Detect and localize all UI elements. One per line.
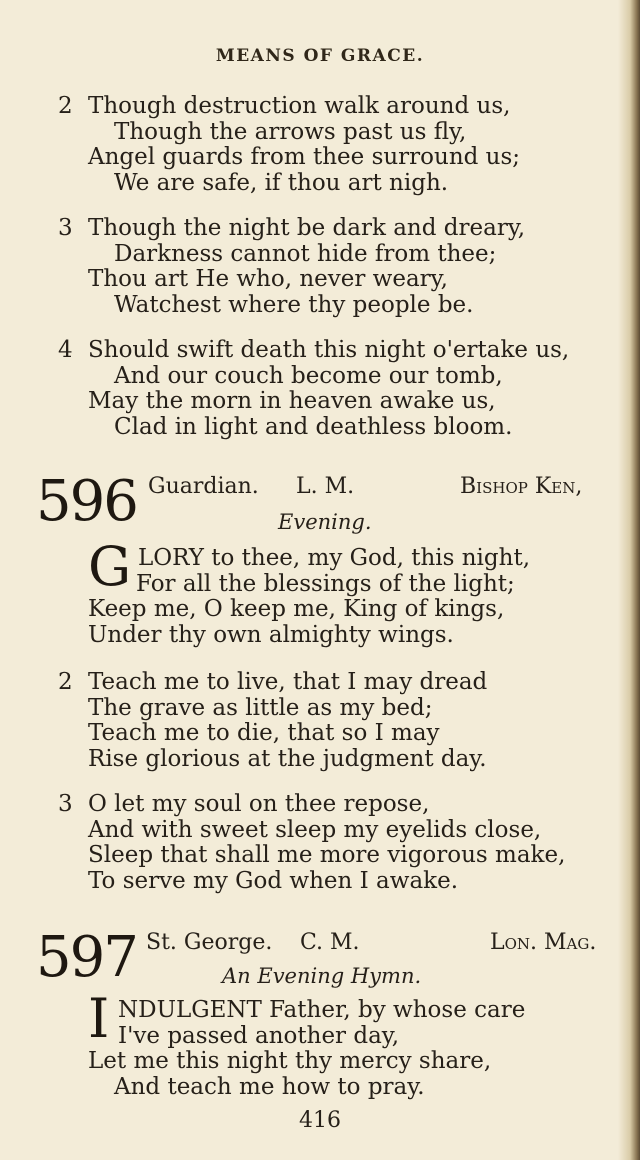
verse-line: LORY to thee, my God, this night,	[138, 545, 530, 571]
stanza-number: 3	[58, 215, 73, 241]
verse-line: NDULGENT Father, by whose care	[118, 997, 526, 1023]
meter: L. M.	[296, 474, 355, 499]
verse-line: And with sweet sleep my eyelids close,	[88, 816, 542, 843]
verse-line: Teach me to live, that I may dread	[88, 669, 488, 695]
stanza	[58, 216, 525, 318]
hymn-subject: Evening.	[278, 510, 372, 534]
verse-line: Rise glorious at the judgment day.	[88, 745, 487, 772]
running-head: MEANS OF GRACE.	[215, 46, 425, 66]
hymn-number: 596	[36, 469, 137, 534]
stanza	[58, 998, 525, 1100]
verse-line: I've passed another day,	[118, 1022, 400, 1049]
drop-cap: I	[88, 987, 110, 1050]
verse-line: Keep me, O keep me, King of kings,	[88, 596, 505, 622]
verse-line: And teach me how to pray.	[114, 1073, 425, 1100]
author: Lon. Mag.	[490, 930, 597, 955]
stanza-number: 4	[58, 337, 73, 363]
tune-name: Guardian.	[148, 474, 259, 499]
stanza-number: 2	[58, 93, 73, 119]
verse-line: Angel guards from thee surround us;	[88, 144, 521, 170]
verse-line: Though the night be dark and dreary,	[88, 215, 526, 241]
page-number: 416	[299, 1108, 341, 1133]
stanza-number: 3	[58, 791, 73, 817]
stanza	[58, 546, 530, 648]
verse-line: Clad in light and deathless bloom.	[114, 413, 513, 440]
verse-line: Darkness cannot hide from thee;	[114, 240, 497, 267]
verse-line: May the morn in heaven awake us,	[88, 388, 496, 414]
verse-line: The grave as little as my bed;	[88, 694, 433, 721]
verse-line: We are safe, if thou art nigh.	[114, 169, 449, 196]
meter: C. M.	[300, 930, 360, 955]
drop-cap: G	[88, 535, 132, 598]
stanza-number: 2	[58, 669, 73, 695]
author: Bishop Ken,	[460, 474, 583, 499]
verse-line: For all the blessings of the light;	[136, 570, 515, 597]
stanza	[58, 792, 565, 894]
verse-line: Watchest where thy people be.	[114, 291, 474, 318]
verse-line: Though destruction walk around us,	[88, 93, 511, 119]
hymn-subject: An Evening Hymn.	[222, 964, 422, 988]
verse-line: And our couch become our tomb,	[114, 362, 503, 389]
tune-name: St. George.	[146, 930, 273, 955]
stanza	[58, 338, 569, 440]
verse-line: Though the arrows past us fly,	[114, 118, 467, 145]
verse-line: Should swift death this night o'ertake us,	[88, 337, 570, 363]
stanza	[58, 670, 487, 772]
hymn-number: 597	[36, 925, 137, 990]
verse-line: Teach me to die, that so I may	[88, 720, 440, 746]
verse-line: O let my soul on thee repose,	[88, 791, 430, 817]
page-edge-shadow	[618, 0, 640, 1160]
verse-line: Thou art He who, never weary,	[88, 266, 448, 292]
stanza	[58, 94, 520, 196]
verse-line: To serve my God when I awake.	[88, 867, 459, 894]
verse-line: Let me this night thy mercy share,	[88, 1048, 492, 1074]
verse-line: Under thy own almighty wings.	[88, 621, 454, 648]
verse-line: Sleep that shall me more vigorous make,	[88, 842, 566, 868]
